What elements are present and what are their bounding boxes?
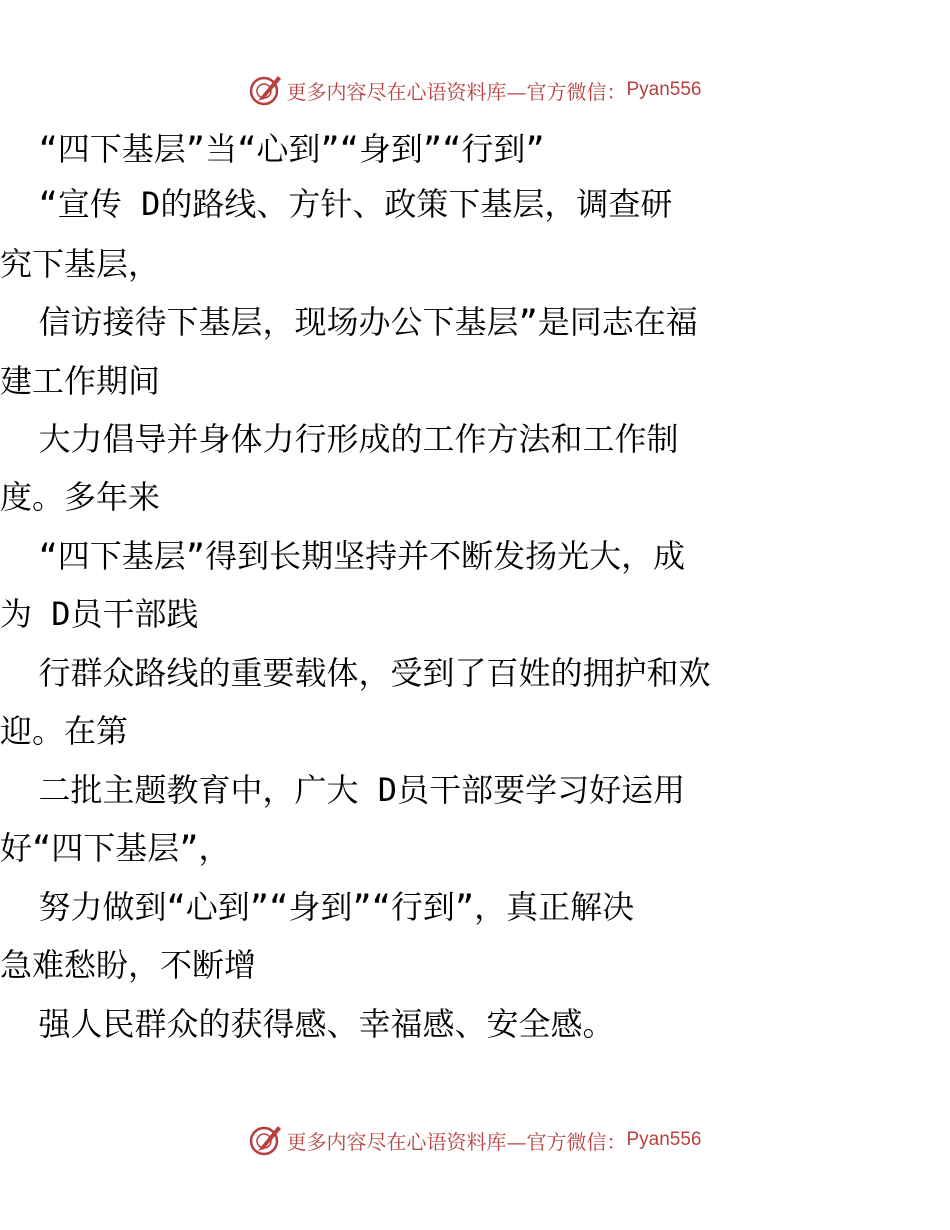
header-banner bbox=[0, 70, 950, 110]
text-line-9: 为 D员干部践 bbox=[0, 595, 199, 633]
text-line-15: 急难愁盼，不断增 bbox=[0, 946, 257, 984]
banner-title: 更多内容尽在心语资料库 bbox=[286, 79, 507, 104]
quill-seal-icon bbox=[248, 72, 284, 108]
banner-wechat-id: Pyan556 bbox=[626, 1129, 702, 1150]
text-line-3: 究下基层， bbox=[0, 245, 161, 283]
banner-title: 更多内容尽在心语资料库 bbox=[286, 1129, 507, 1154]
text-line-1: “四下基层”当“心到”“身到”“行到” bbox=[0, 130, 545, 168]
text-line-5: 建工作期间 bbox=[0, 362, 161, 400]
text-line-8: “四下基层”得到长期坚持并不断发扬光大，成 bbox=[0, 537, 686, 575]
text-line-4: 信访接待下基层，现场办公下基层”是同志在福 bbox=[0, 303, 698, 341]
text-line-11: 迎。在第 bbox=[0, 712, 129, 750]
text-line-6: 大力倡导并身体力行形成的工作方法和工作制 bbox=[0, 420, 679, 458]
banner-wechat-label: —官方微信： bbox=[506, 79, 627, 104]
text-line-10: 行群众路线的重要载体，受到了百姓的拥护和欢 bbox=[0, 654, 711, 692]
quill-seal-icon bbox=[248, 1122, 284, 1158]
text-line-14: 努力做到“心到”“身到”“行到”，真正解决 bbox=[0, 888, 635, 926]
footer-banner bbox=[0, 1120, 950, 1160]
text-line-16: 强人民群众的获得感、幸福感、安全感。 bbox=[0, 1005, 615, 1043]
text-line-12: 二批主题教育中，广大 D员干部要学习好运用 bbox=[0, 771, 686, 809]
text-line-7: 度。多年来 bbox=[0, 478, 161, 516]
banner-wechat-label: —官方微信： bbox=[506, 1129, 627, 1154]
text-line-2: “宣传 D的路线、方针、政策下基层，调查研 bbox=[0, 185, 673, 223]
banner-wechat-id: Pyan556 bbox=[626, 79, 702, 100]
text-line-13: 好“四下基层”， bbox=[0, 829, 231, 867]
